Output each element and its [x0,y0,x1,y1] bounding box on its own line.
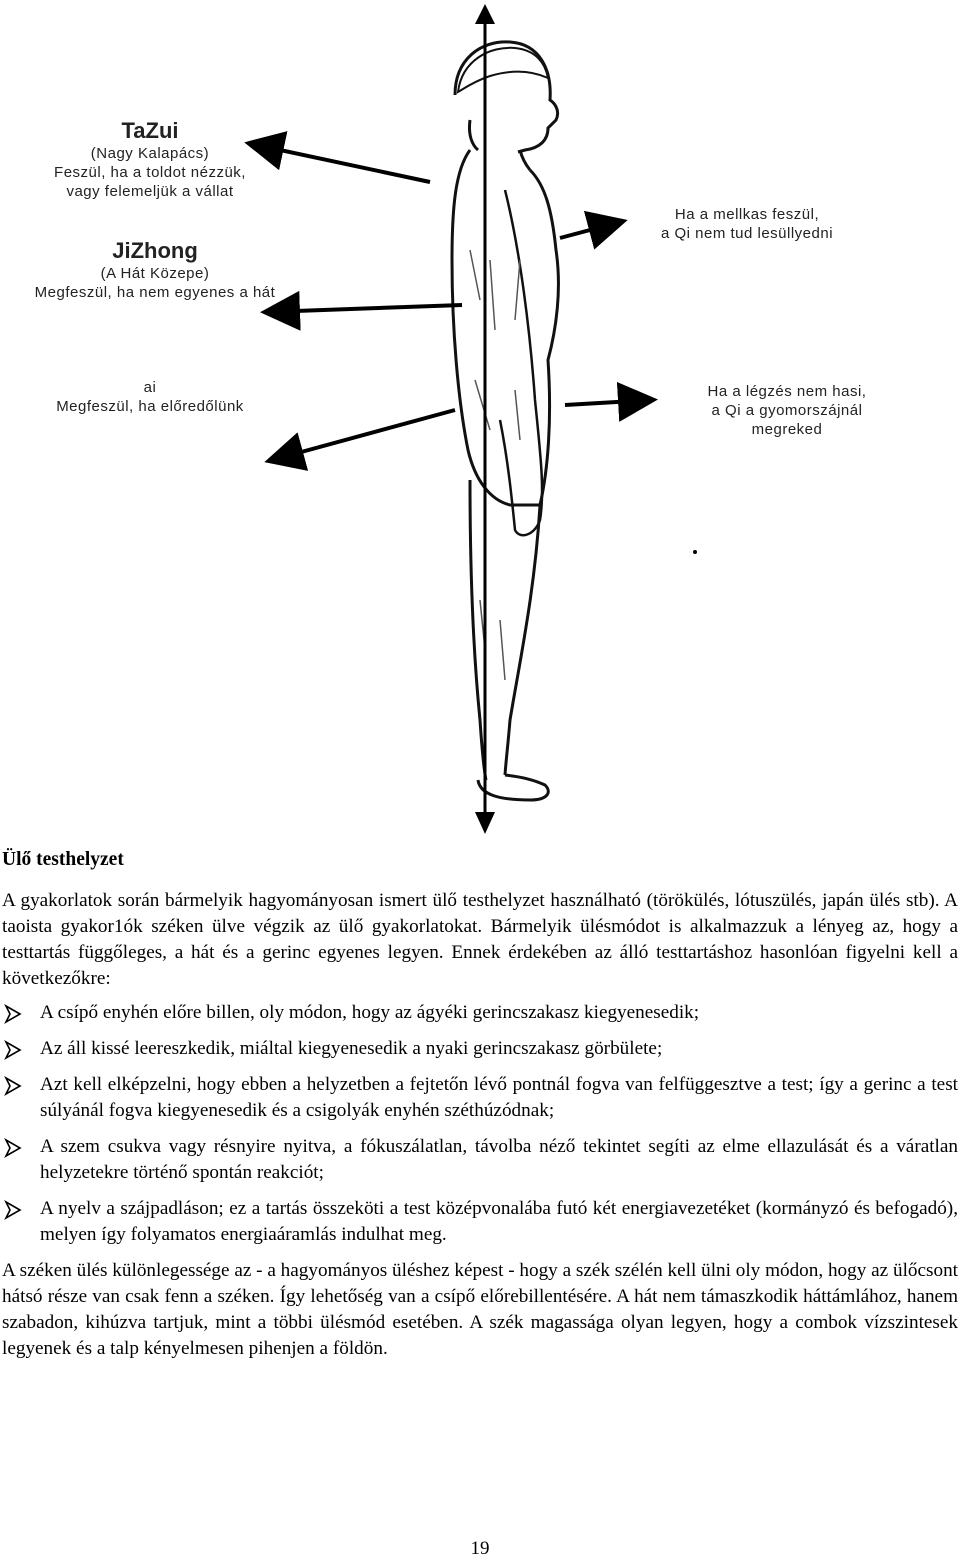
bullet-list [2,1000,958,1248]
label-chest-line1: Ha a mellkas feszül, [674,206,820,223]
label-tazui-title: TaZui [121,118,179,143]
axis-arrow-bottom-icon [475,812,495,834]
label-chest-line2: a Qi nem tud lesüllyedni [660,225,834,242]
list-item [2,1134,958,1186]
list-item-text: A nyelv a szájpadláson; ez a tartás összeköti a test középvonalába futó két energiavezetéket (kormányzó és befogadó), melyen így folyamatos energiaáramlás indulhat meg. [40,1198,958,1245]
arrow-chest [560,222,620,238]
list-item [2,1000,958,1026]
arrow-bullet-icon [2,1138,24,1158]
arrow-bullet-icon [2,1200,24,1220]
neck [469,120,530,170]
label-breath [672,382,902,439]
label-lower-sub: ai [143,379,157,396]
axis-arrow-top-icon [475,4,495,24]
list-item [2,1196,958,1248]
body-text [2,848,958,1362]
intro-paragraph: A gyakorlatok során bármelyik hagyományosan ismert ülő testhelyzet használható (törökülés, lótuszülés, japán ülés stb). A taoista gyakor1ók széken ülve végzik az ülő gyakorlatokat. Bármelyik ülésmódot is alkalmazzuk a lényeg az, hogy a testtartás függőleges, a hát és a gerinc egyenes legyen. Ennek érdekében az álló testtartáshoz hasonlóan figyelni kell a következőkre: [2,890,958,989]
label-jizhong-title: JiZhong [112,238,198,263]
list-item-text: A csípő enyhén előre billen, oly módon, hogy az ágyéki gerincszakasz kiegyenesedik; [40,1002,700,1023]
feet [478,775,548,800]
list-item-text: Azt kell elképzelni, hogy ebben a helyzetben a fejtetőn lévő pontnál fogva van felfüggesztve a test; így a gerinc a test súlyánál fogva kiegyenesedik és a csigolyák enyhén széthúzódnak; [40,1074,958,1121]
label-tazui-sub: (Nagy Kalapács) [90,145,210,162]
label-lower-line1: Megfeszül, ha előredőlünk [56,398,244,415]
label-breath-line2: a Qi a gyomorszájnál [711,402,863,419]
list-item [2,1036,958,1062]
arrow-bullet-icon [2,1076,24,1096]
arrow-bullet-icon [2,1040,24,1060]
arrow-lower-back [272,410,455,460]
arrow-bullet-icon [2,1004,24,1024]
arrow-breath [565,400,650,405]
label-tazui-line1: Feszül, ha a toldot nézzük, [54,164,246,181]
legs [470,480,540,780]
label-jizhong-line1: Megfeszül, ha nem egyenes a hát [34,284,276,301]
arrow-tazui [252,144,430,182]
label-breath-line1: Ha a légzés nem hasi, [707,383,867,400]
section-heading: Ülő testhelyzet [2,849,124,870]
list-item-text: Az áll kissé leereszkedik, miáltal kiegyenesedik a nyaki gerincszakasz görbülete; [40,1038,663,1059]
arm [500,190,542,535]
closing-paragraph: A széken ülés különlegessége az - a hagyományos üléshez képest - hogy a szék szélén kell ülni oly módon, hogy az ülőcsont hátsó része van csak fenn a széken. Így lehetőség van a csípő előrebillentésére. A hát nem támaszkodik háttámlához, hanem szabadon, kihúzva tartjuk, mint a többi ülésmód esetében. A szék magassága olyan legyen, hogy a combok vízszintesek legyenek és a talp kényelmesen pihenjen a földön. [2,1260,958,1359]
list-item [2,1072,958,1124]
label-jizhong [0,238,310,302]
list-item-text: A szem csukva vagy résnyire nyitva, a fókuszálatlan, távolba néző tekintet segíti az elme ellazulását és a váratlan helyzetekre történő spontán reakciót; [40,1136,958,1183]
label-tazui-line2: vagy felemeljük a vállat [66,183,234,200]
label-lower-back [20,378,280,416]
arrow-jizhong [268,305,462,312]
label-breath-line3: megreked [751,421,823,438]
label-tazui [30,118,270,201]
label-chest [622,205,872,243]
label-jizhong-sub: (A Hát Közepe) [100,265,210,282]
page-number: 19 [470,1538,490,1559]
